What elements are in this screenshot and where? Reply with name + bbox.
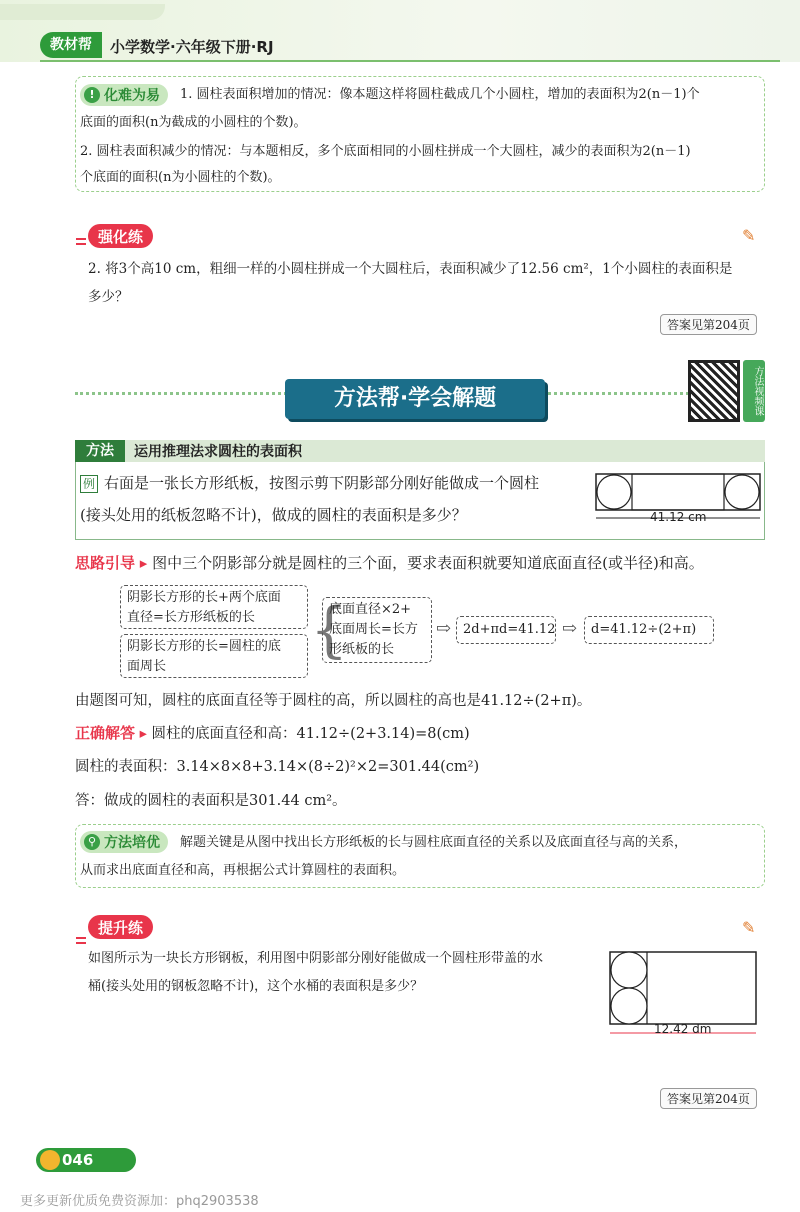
- tip2-tag: [80, 830, 168, 853]
- flow-box-3-line3: 形纸板的长: [329, 642, 395, 657]
- tip2-line1: 解题关键是从图中找出长方形纸板的长与圆柱底面直径的关系以及底面直径与高的关系，: [180, 835, 688, 850]
- header-divider: [40, 60, 780, 62]
- magnifier-icon: ⚲: [84, 834, 100, 850]
- answer-reference-1: 答案见第204页: [660, 314, 757, 335]
- practice1-line2: 多少？: [88, 289, 129, 305]
- analysis-row: 思路引导 ▸ 图中三个阴影部分就是圆柱的三个面，要求表面积就要知道底面直径(或半径)和高。: [75, 554, 704, 572]
- analysis-label: 思路引导: [75, 554, 136, 572]
- example-badge: 例: [80, 475, 98, 493]
- tip2-line2: 从而求出底面直径和高，再根据公式计算圆柱的表面积。: [80, 863, 406, 878]
- example-line2: (接头处用的纸板忽略不计)，做成的圆柱的表面积是多少？: [80, 506, 467, 524]
- method-label: 方法: [75, 440, 125, 462]
- steel-circle-top: [611, 952, 647, 988]
- practice2-figure-label: 12.42 dm: [654, 1022, 712, 1036]
- alert-icon: !: [84, 87, 100, 103]
- owl-icon: [40, 1150, 60, 1170]
- method-banner: 方法帮·学会解题: [285, 379, 545, 419]
- flow-box-2: [120, 634, 308, 678]
- flow-box-5: d=41.12÷(2+π): [584, 616, 714, 644]
- tip-tag-label: 化难为易: [104, 88, 160, 104]
- tip1-line1: 1. 圆柱表面积增加的情况：像本题这样将圆柱截成几个小圆柱，增加的表面积为2(n－1)个: [180, 87, 700, 102]
- flow-box-3-line1: 底面直径×2+: [329, 602, 412, 617]
- watermark: 更多更新优质免费资源加：phq2903538: [20, 1194, 259, 1209]
- analysis-conclusion: 由题图可知，圆柱的底面直径等于圆柱的高，所以圆柱的高也是41.12÷(2+π)。: [75, 693, 592, 709]
- flow-box-3-line2: 底面周长=长方: [329, 622, 418, 637]
- practice1-tag: 强化练: [88, 224, 153, 248]
- arrow-right-icon: ⇨: [562, 618, 578, 639]
- qr-label: 方法视频课: [743, 360, 765, 422]
- tip1-line2: 底面的面积(n为截成的小圆柱的个数)。: [80, 115, 307, 130]
- example-figure-label: 41.12 cm: [650, 510, 707, 524]
- flow-box-1-line2: 直径=长方形纸板的长: [127, 610, 255, 625]
- header-tab: [0, 4, 165, 20]
- flow-box-3: [322, 597, 432, 663]
- practice2-line2: 桶(接头处用的钢板忽略不计)，这个水桶的表面积是多少？: [88, 979, 424, 994]
- tip-tag: [80, 83, 168, 106]
- page-number-badge: [36, 1148, 136, 1172]
- steel-circle-bottom: [611, 988, 647, 1024]
- arrow-right-icon: ⇨: [436, 618, 452, 639]
- header-logo: 教材帮: [40, 32, 102, 58]
- solution-label: 正确解答: [75, 724, 136, 742]
- practice1-line1: 2. 将3个高10 cm，粗细一样的小圆柱拼成一个大圆柱后，表面积减少了12.56 cm²，1个小圆柱的表面积是: [88, 261, 733, 277]
- example-figure: [592, 470, 764, 534]
- practice2-line1: 如图所示为一块长方形钢板，利用图中阴影部分刚好能做成一个圆柱形带盖的水: [88, 951, 544, 966]
- flow-box-4: 2d+πd=41.12: [456, 616, 556, 644]
- solution-row: 正确解答 ▸ 圆柱的底面直径和高：41.12÷(2+3.14)=8(cm): [75, 724, 470, 742]
- header-title: 小学数学·六年级下册·RJ: [110, 38, 274, 56]
- pencil-icon: ✎: [742, 918, 756, 937]
- solution-line1: 圆柱的底面直径和高：41.12÷(2+3.14)=8(cm): [151, 726, 470, 742]
- example-line1-wrap: [80, 468, 539, 498]
- answer-reference-2: 答案见第204页: [660, 1088, 757, 1109]
- flow-box-1-line1: 阴影长方形的长+两个底面: [127, 590, 281, 605]
- flow-box-2-line2: 面周长: [127, 659, 167, 674]
- practice2-tag: 提升练: [88, 915, 153, 939]
- red-deco-2: [76, 937, 86, 947]
- solution-line3: 答：做成的圆柱的表面积是301.44 cm²。: [75, 793, 347, 809]
- page-number: 046: [62, 1151, 94, 1169]
- figure-circle-right: [725, 475, 759, 509]
- qr-code[interactable]: [688, 360, 740, 422]
- figure-circle-left: [597, 475, 631, 509]
- flow-box-2-line1: 阴影长方形的长=圆柱的底: [127, 639, 281, 654]
- flow-box-1: [120, 585, 308, 629]
- example-line1: 右面是一张长方形纸板，按图示剪下阴影部分刚好能做成一个圆柱: [104, 474, 540, 492]
- method-title: 运用推理法求圆柱的表面积: [134, 444, 302, 460]
- tip1-line3: 2. 圆柱表面积减少的情况：与本题相反，多个底面相同的小圆柱拼成一个大圆柱，减少的表面积为2(n－1): [80, 144, 691, 159]
- tip2-tag-label: 方法培优: [104, 835, 160, 851]
- pencil-icon: ✎: [742, 226, 756, 245]
- solution-line2: 圆柱的表面积：3.14×8×8+3.14×(8÷2)²×2=301.44(cm²): [75, 759, 480, 775]
- tip1-line4: 个底面的面积(n为小圆柱的个数)。: [80, 170, 281, 185]
- red-deco-1: [76, 238, 86, 248]
- bracket-icon: {: [310, 595, 349, 665]
- analysis-text: 图中三个阴影部分就是圆柱的三个面，要求表面积就要知道底面直径(或半径)和高。: [152, 554, 704, 572]
